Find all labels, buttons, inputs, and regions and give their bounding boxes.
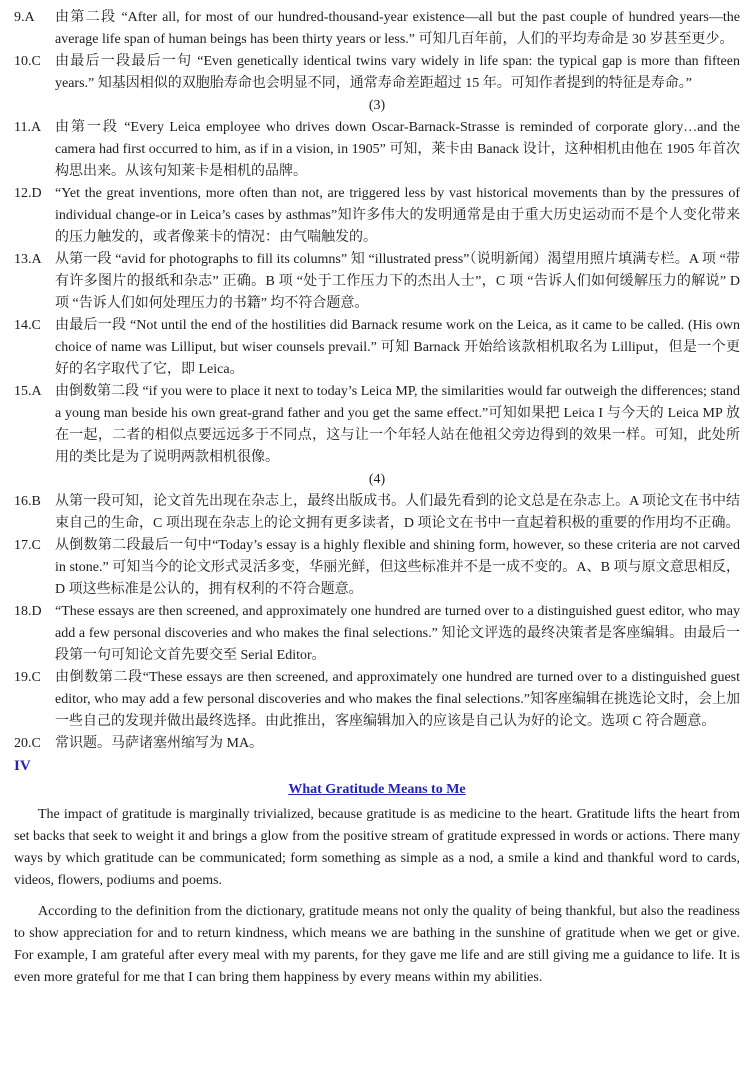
answer-explanation: 由第二段 “After all, for most of our hundred-thousand-year existence—all but the past couple of hundred years—the average life span of human beings has been thirty years or less.” 可知几百年前，人们的平均寿命是 30 岁甚至更少。: [55, 10, 740, 47]
answer-item: [14, 183, 740, 249]
answer-explanation: 由第一段 “Every Leica employee who drives down Oscar-Barnack-Strasse is reminded of corporate glory…and the camera had first occurred to him, as if in a vision, in 1905” 可知，莱卡由 Banack 设计，这种相机由他在 1905 年首次构思出来。从该句知莱卡是相机的品牌。: [55, 120, 740, 179]
essay-title-link[interactable]: What Gratitude Means to Me: [288, 782, 466, 797]
answer-explanation: 由倒数第二段 “if you were to place it next to today’s Leica MP, the similarities would far outweigh the differences; stand a young man beside his own great-grand father and you get the same effect.”可知如果把 Leica I 与今天的 Leica MP 放在一起，二者的相似点要远远多于不同点，这与让一个年轻人站在他祖父旁边得到的效果一样。可知，此处所用的类比是为了说明两款相机很像。: [55, 384, 740, 465]
answer-number: 11.A: [14, 120, 42, 135]
answer-item: [14, 733, 740, 755]
answer-item: [14, 7, 740, 51]
answer-explanation: 由最后一段最后一句 “Even genetically identical twins vary widely in life span: the typical gap is more than fifteen years.” 知基因相似的双胞胎寿命也会明显不同，通常寿命差距超过 15 年。可知作者提到的特征是寿命。”: [55, 54, 740, 91]
answer-item: [14, 117, 740, 183]
passage-number-heading: (4): [368, 472, 386, 487]
answer-number: 14.C: [14, 318, 41, 333]
answer-number: 18.D: [14, 604, 42, 619]
answer-item: [14, 491, 740, 535]
answer-explanation: 从第一段可知，论文首先出现在杂志上，最终出版成书。人们最先看到的论文总是在杂志上。A 项论文在书中结束自己的生命，C 项出现在杂志上的论文拥有更多读者，D 项论文在书中一直起着积极的重要的作用均不正确。: [55, 494, 740, 531]
answer-item: [14, 535, 740, 601]
answer-explanation: 从倒数第二段最后一句中“Today’s essay is a highly flexible and shining form, however, so these criteria are not carved in stone.” 可知当今的论文形式灵活多变，华丽光鲜，但这些标准并不是一成不变的。A、B 项与原文意思相反，D 项这些标准是公认的，拥有权利的不符合题意。: [55, 538, 740, 597]
answer-list: [14, 7, 740, 755]
answer-number: 20.C: [14, 736, 41, 751]
answer-number: 19.C: [14, 670, 41, 685]
part-label: IV: [14, 758, 31, 774]
answer-explanation: 由最后一段 “Not until the end of the hostilities did Barnack resume work on the Leica, as it came to be called. (His own choice of name was Lilliput, but wiser counsels prevail.” 可知 Barnack 开始给该款相机取名为 Lilliput，但是一个更好的名字取代了它，即 Leica。: [55, 318, 740, 377]
answer-explanation: “These essays are then screened, and approximately one hundred are turned over to a distinguished guest editor, who may add a few personal discoveries and who makes the final selections.” 知论文评选的最终决策者是客座编辑。由最后一段第一句可知论文首先要交至 Serial Editor。: [55, 604, 740, 663]
answer-number: 12.D: [14, 186, 42, 201]
answer-number: 16.B: [14, 494, 41, 509]
answer-number: 9.A: [14, 10, 35, 25]
answer-item: [14, 315, 740, 381]
essay-paragraph: The impact of gratitude is marginally trivialized, because gratitude is as medicine to the heart. Gratitude lifts the heart from set backs that seek to weight it and brings a glow from the positive stream of gratitude expressed in words or actions. There many ways by which gratitude can be communicated; form something as simple as a nod, a smile a kind and thankful word to cards, videos, flowers, podiums and poems.: [14, 807, 741, 888]
essay-paragraph: According to the definition from the dictionary, gratitude means not only the quality of being thankful, but also the readiness to show appreciation for and to return kindness, which means we are bathing in the sunshine of gratitude when we get or give. For example, I am grateful after every meal with my parents, for they gave me life and are still giving me a guidance to life. It is even more grateful for me that I can bring them happiness by every means within my abilities.: [14, 904, 740, 985]
answer-explanation: 常识题。马萨诸塞州缩写为 MA。: [55, 736, 264, 751]
answer-explanation: 由倒数第二段“These essays are then screened, and approximately one hundred are turned over to a distinguished guest editor, who may add a few personal discoveries and who makes the final selections.”知客座编辑在挑选论文时，会上加一些自己的发现并做出最终选择。由此推出，客座编辑加入的应该是自己认为好的论文。选项 C 符合题意。: [55, 670, 740, 729]
answer-item: [14, 249, 740, 315]
answer-item: [14, 667, 740, 733]
answer-number: 15.A: [14, 384, 42, 399]
answer-item: [14, 381, 740, 469]
answer-explanation: “Yet the great inventions, more often than not, are triggered less by vast historical movements than by the pressures of individual change-or in Leica’s cases by asthmas”知许多伟大的发明通常是由于重大历史运动而不是个人变化带来的压力触发的，或者像莱卡的情况：由气喘触发的。: [55, 186, 740, 245]
essay-body: [14, 804, 740, 989]
answer-item: [14, 51, 740, 95]
answer-number: 17.C: [14, 538, 41, 553]
answer-item: [14, 601, 740, 667]
answer-number: 10.C: [14, 54, 41, 69]
answer-explanation: 从第一段 “avid for photographs to fill its columns” 知 “illustrated press”（说明新闻）渴望用照片填满专栏。A 项 “带有许多图片的报纸和杂志” 正确。B 项 “处于工作压力下的杰出人士”，C 项 “告诉人们如何缓解压力的解说” D 项 “告诉人们如何处理压力的书籍” 均不符合题意。: [55, 252, 740, 311]
answer-number: 13.A: [14, 252, 42, 267]
passage-number-heading: (3): [368, 98, 386, 113]
